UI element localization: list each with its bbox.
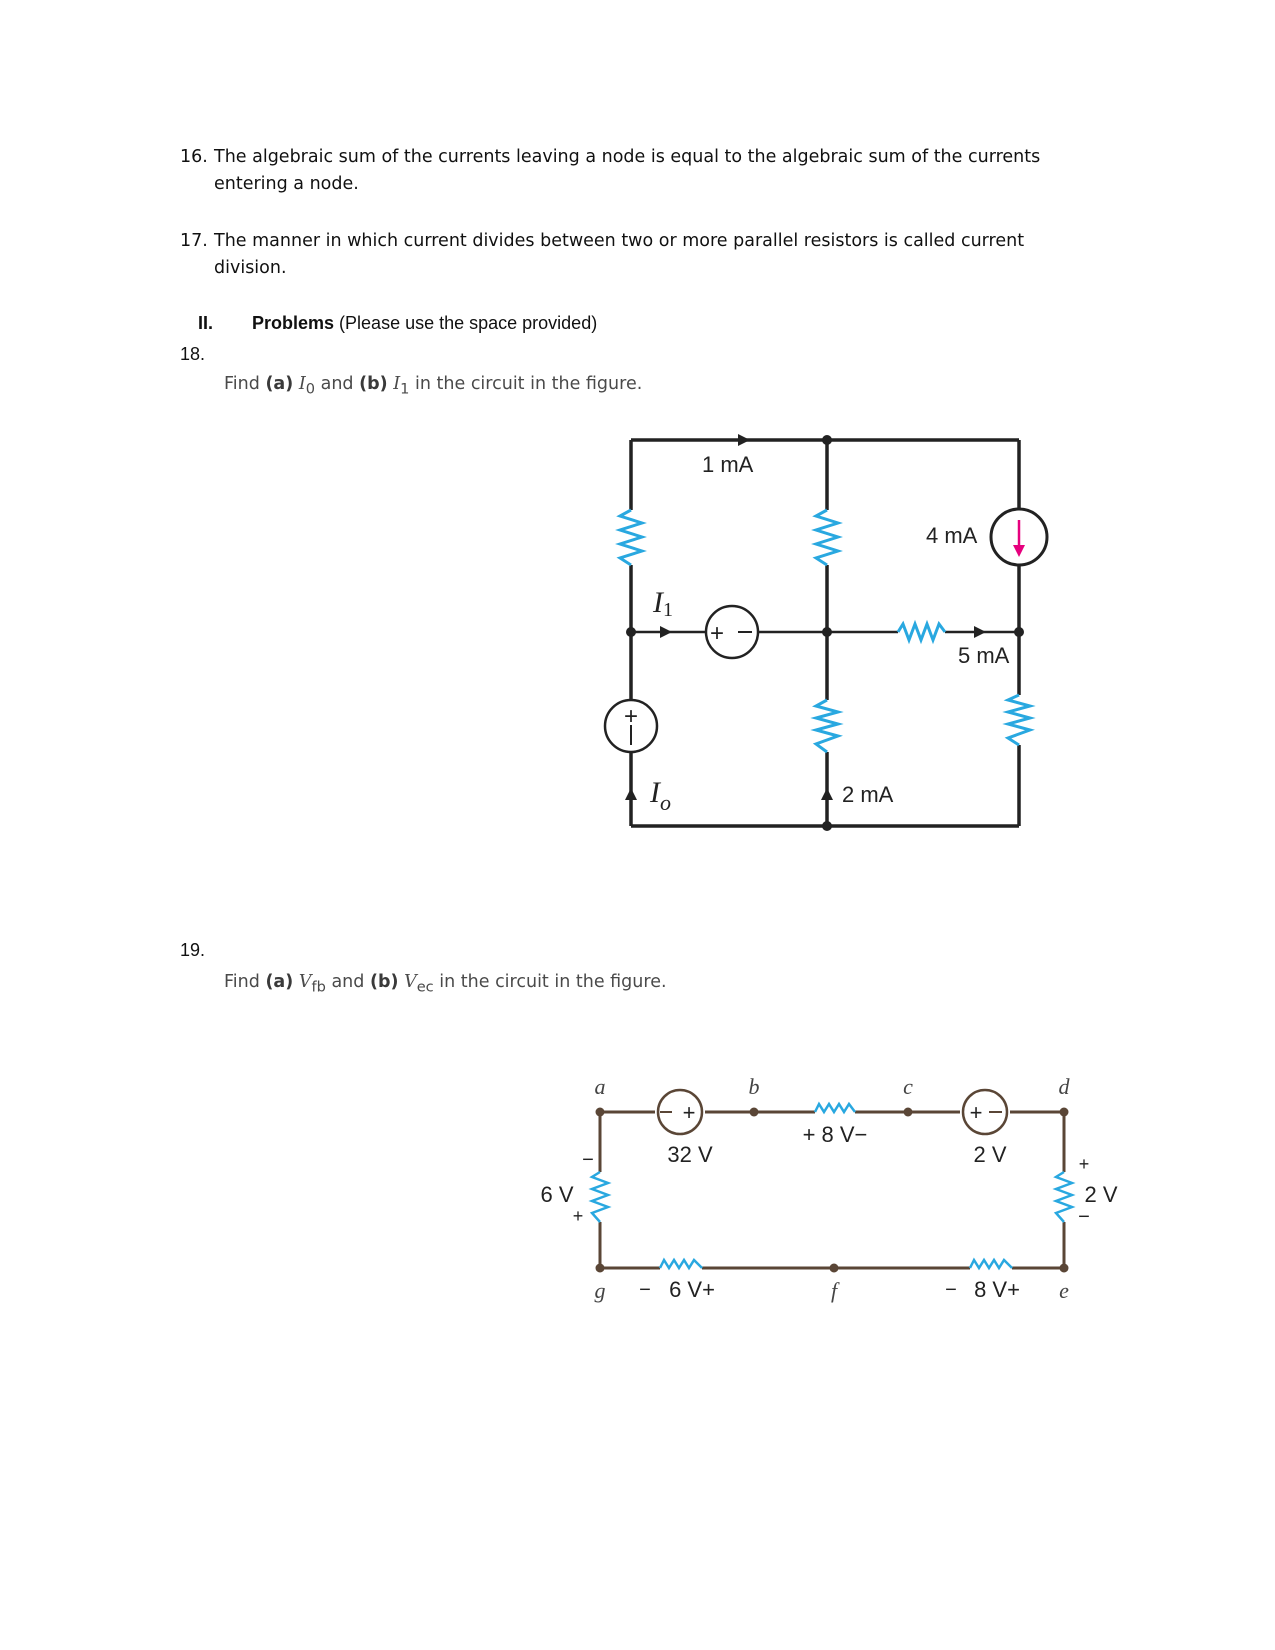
node-dot [822, 435, 832, 445]
label-minus-bottom-left: − [639, 1279, 651, 1301]
label-2V-right: 2 V [1084, 1182, 1118, 1207]
label-plus-right: + [1078, 1154, 1090, 1174]
and-word: and [331, 972, 365, 992]
label-2mA: 2 mA [842, 782, 894, 807]
label-Io [649, 776, 671, 815]
prompt-rest: in the circuit in the figure. [439, 972, 667, 992]
node-dot [822, 821, 832, 831]
node-c-label: c [903, 1074, 913, 1099]
label-plus-left: + [572, 1206, 584, 1226]
node-c-dot [904, 1108, 913, 1117]
part-a: (a) [265, 374, 294, 394]
label-32V: 32 V [667, 1142, 713, 1167]
resistor-mid-top [816, 510, 838, 565]
node-dot [822, 627, 832, 637]
node-f-label: f [830, 1278, 838, 1303]
resistor-left-top [620, 510, 642, 565]
node-a-label: a [594, 1074, 606, 1099]
statement-number: 16. [180, 147, 208, 167]
section-note: (Please use the space provided) [339, 313, 598, 333]
statement-number: 17. [180, 231, 208, 251]
resistor-6V-bottom [660, 1260, 702, 1268]
var-b: V [404, 972, 417, 992]
arrow-Io-icon [625, 788, 637, 800]
arrow-1mA-icon [738, 434, 750, 446]
node-e-label: e [1059, 1278, 1069, 1303]
label-8V-top: + 8 V− [802, 1122, 868, 1147]
resistor-right-bottom [1008, 695, 1030, 745]
statement-text-line2: division. [214, 258, 287, 278]
node-f-dot [830, 1264, 839, 1273]
voltage-source-2V-top [963, 1090, 1007, 1134]
node-e-dot [1060, 1264, 1069, 1273]
problem-18-number: 18. [180, 344, 206, 364]
label-6V-left: 6 V [540, 1182, 574, 1207]
node-g-label: g [594, 1278, 606, 1303]
section-roman: II. [198, 313, 214, 333]
voltage-source-horizontal [706, 606, 758, 658]
resistor-mid-horizontal [898, 624, 945, 640]
label-minus-bottom-right: − [945, 1279, 957, 1301]
resistor-8V-bottom [970, 1260, 1012, 1268]
label-I1-main: I [653, 586, 663, 619]
node-dot [1014, 627, 1024, 637]
label-8V-bottom: 8 V+ [974, 1277, 1020, 1302]
prompt-rest: in the circuit in the figure. [415, 374, 643, 394]
arrow-2mA-icon [821, 788, 833, 800]
resistor-2V-right [1056, 1172, 1072, 1222]
part-b: (b) [359, 374, 388, 394]
label-5mA: 5 mA [958, 643, 1010, 668]
section-title: Problems [252, 313, 335, 333]
var-b: I [393, 374, 401, 394]
and-word: and [320, 374, 354, 394]
find-word: Find [224, 374, 260, 394]
arrow-5mA-icon [974, 626, 986, 638]
var-b-sub: 1 [400, 380, 410, 398]
plus-sign: + [969, 1100, 983, 1125]
plus-sign: + [682, 1100, 696, 1125]
label-Io-sub: o [660, 790, 671, 815]
current-source-4mA [991, 509, 1047, 565]
label-2V-top: 2 V [973, 1142, 1007, 1167]
voltage-source-32V [658, 1090, 702, 1134]
node-dot [626, 627, 636, 637]
problem-19-number: 19. [180, 940, 206, 960]
node-d-dot [1060, 1108, 1069, 1117]
var-a: I [298, 374, 306, 394]
plus-sign: + [623, 703, 639, 730]
node-g-dot [596, 1264, 605, 1273]
plus-sign: + [709, 620, 725, 647]
label-I1-sub: 1 [663, 599, 673, 621]
part-b: (b) [369, 972, 399, 992]
label-minus-left: − [582, 1149, 594, 1171]
label-4mA: 4 mA [926, 523, 978, 548]
statement-text-line1: The manner in which current divides between two or more parallel resistors is called current [214, 231, 1025, 251]
arrow-I1-icon [660, 626, 672, 638]
var-a-sub: fb [311, 978, 326, 996]
part-a: (a) [265, 972, 294, 992]
resistor-6V-left [592, 1172, 608, 1222]
resistor-mid-bottom [816, 700, 838, 752]
statement-text-line2: entering a node. [214, 174, 359, 194]
resistor-8V-top [815, 1104, 855, 1112]
label-1mA: 1 mA [702, 452, 754, 477]
var-a: V [298, 972, 312, 992]
node-b-label: b [748, 1074, 760, 1099]
var-a-sub: 0 [305, 380, 316, 398]
label-minus-right: − [1078, 1206, 1090, 1228]
statement-text-line1: The algebraic sum of the currents leaving a node is equal to the algebraic sum of the currents [214, 147, 1041, 167]
node-d-label: d [1058, 1074, 1070, 1099]
node-a-dot [596, 1108, 605, 1117]
voltage-source-vertical [605, 700, 657, 752]
label-I1 [652, 586, 673, 621]
label-6V-bottom: 6 V+ [669, 1277, 715, 1302]
find-word: Find [224, 972, 260, 992]
node-b-dot [750, 1108, 759, 1117]
var-b-sub: ec [416, 978, 434, 996]
label-Io-main: I [650, 776, 660, 809]
